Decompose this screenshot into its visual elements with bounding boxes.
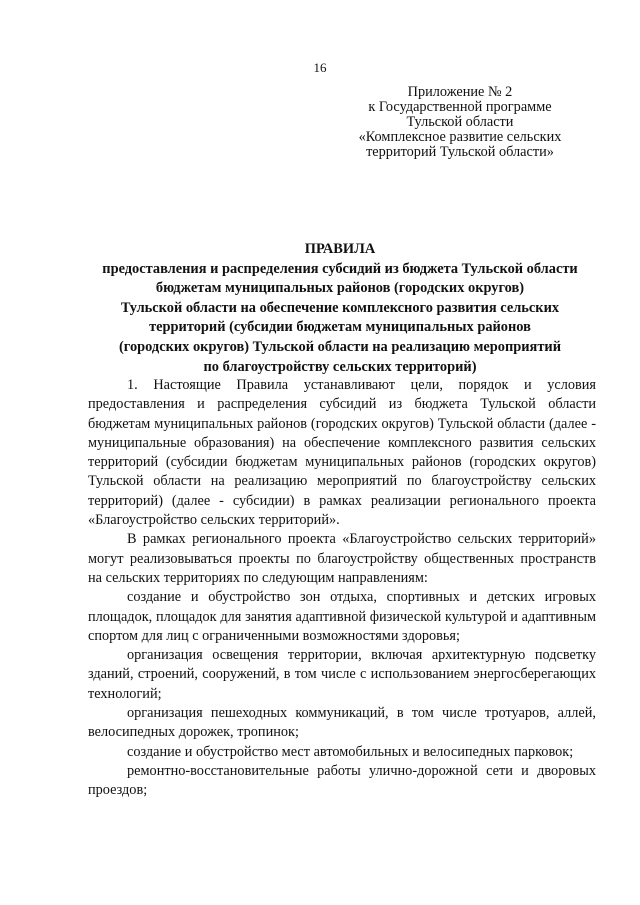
paragraph-2: В рамках регионального проекта «Благоустройство сельских территорий» могут реализовываться проекты по благоустройству общественных пространств на сельских территориях по следующим направлениям: [88,531,596,586]
paragraph-1: 1. Настоящие Правила устанавливают цели, порядок и условия предоставления и распределения субсидий из бюджета Тульской области бюджетам муниципальных районов (городских округов) Тульской области (далее - муниципальные образования) на обеспечение комплексного развития сельских территорий (субсидии бюджетам муниципальных районов (городских округов) Тульской области на реализацию мероприятий по благоустройству сельских территорий) (далее - субсидии) в рамках реализации регионального проекта «Благоустройство сельских территорий». [88,377,596,529]
list-item-lighting: организация освещения территории, включая архитектурную подсветку зданий, строений, сооружений, в том числе с использованием энергосберегающих технологий; [88,647,596,702]
list-item-pedestrian: организация пешеходных коммуникаций, в том числе тротуаров, аллей, велосипедных дорожек, тропинок; [88,705,596,741]
appendix-line: Тульской области [406,114,514,130]
title-line: бюджетам муниципальных районов (городских округов) [155,280,525,297]
title-line: предоставления и распределения субсидий из бюджета Тульской области [102,260,578,277]
list-item-recreation-zones: создание и обустройство зон отдыха, спортивных и детских игровых площадок, площадок для занятия адаптивной физической культурой и адаптивным спортом для лиц с ограниченными возможностями здоровья; [88,589,596,644]
appendix-line: территорий Тульской области» [366,144,554,160]
page-number: 16 [313,60,327,75]
appendix-header [340,85,580,160]
document-body [88,376,596,801]
title-line: (городских округов) Тульской области на реализацию мероприятий [118,338,561,355]
title-line: Тульской области на обеспечение комплексного развития сельских [120,299,560,316]
appendix-line: «Комплексное развитие сельских [358,129,562,145]
title-line: по благоустройству сельских территорий) [203,358,477,375]
title-heading: ПРАВИЛА [304,241,376,257]
appendix-line: Приложение № 2 [407,84,513,100]
list-item-parking: создание и обустройство мест автомобильных и велосипедных парковок; [127,743,574,760]
appendix-line: к Государственной программе [368,99,552,115]
document-title [60,240,620,377]
list-item-road-repair: ремонтно-восстановительные работы улично-дорожной сети и дворовых проездов; [88,762,596,799]
title-line: территорий (субсидии бюджетам муниципальных районов [149,319,531,336]
